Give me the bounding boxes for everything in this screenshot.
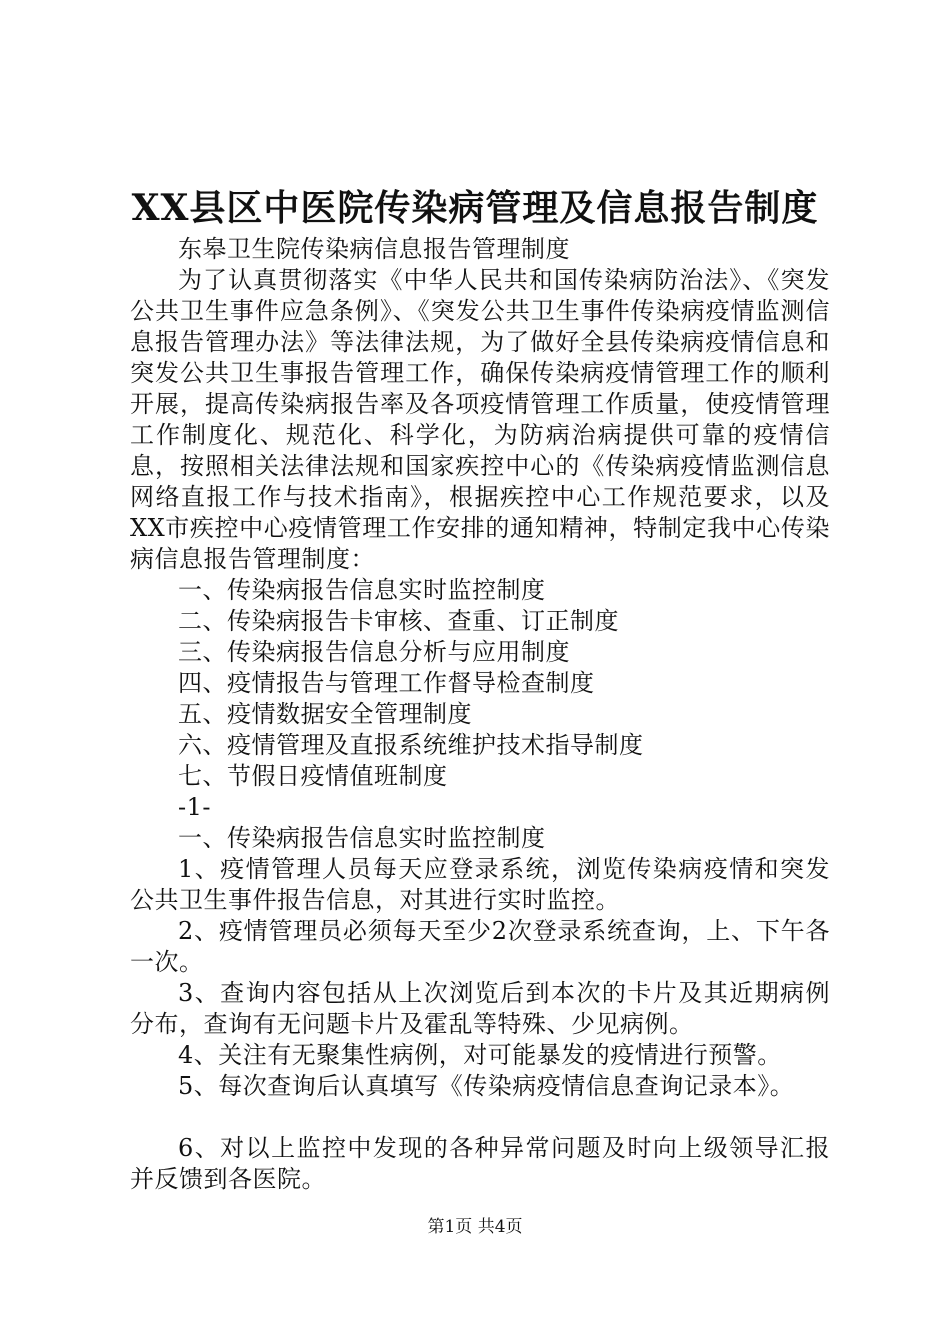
intro-paragraph: 为了认真贯彻落实《中华人民共和国传染病防治法》、《突发公共卫生事件应急条例》、《突发公共卫生事件传染病疫情监测信息报告管理办法》等法律法规，为了做好全县传染病疫情信息和突发公共卫生事报告管理工作，确保传染病疫情管理工作的顺利开展，提高传染病报告率及各项疫情管理工作质量，使疫情管理工作制度化、规范化、科学化，为防病治病提供可靠的疫情信息，按照相关法律法规和国家疾控中心的《传染病疫情监测信息网络直报工作与技术指南》，根据疾控中心工作规范要求，以及XX市疾控中心疫情管理工作安排的通知精神，特制定我中心传染病信息报告管理制度： <box>130 266 830 573</box>
section-item: 3、查询内容包括从上次浏览后到本次的卡片及其近期病例分布，查询有无问题卡片及霍乱等特殊、少见病例。 <box>130 979 830 1038</box>
section-item: 6、对以上监控中发现的各种异常问题及时向上级领导汇报并反馈到各医院。 <box>130 1134 830 1193</box>
section-heading: 一、传染病报告信息实时监控制度 <box>178 824 546 852</box>
page-marker: -1- <box>178 793 211 821</box>
document-title: XX县区中医院传染病管理及信息报告制度 <box>131 187 819 229</box>
document-body <box>130 234 830 1195</box>
blank-line <box>130 1102 830 1133</box>
page-footer: 第1页 共4页 <box>427 1217 523 1237</box>
toc-item: 六、疫情管理及直报系统维护技术指导制度 <box>178 731 644 759</box>
toc-item: 一、传染病报告信息实时监控制度 <box>178 576 546 604</box>
toc-item: 三、传染病报告信息分析与应用制度 <box>178 638 570 666</box>
section-item: 4、关注有无聚集性病例，对可能暴发的疫情进行预警。 <box>178 1041 782 1069</box>
section-item: 5、每次查询后认真填写《传染病疫情信息查询记录本》。 <box>178 1072 795 1100</box>
toc-item: 二、传染病报告卡审核、查重、订正制度 <box>178 607 619 635</box>
section-item: 1、疫情管理人员每天应登录系统，浏览传染病疫情和突发公共卫生事件报告信息，对其进行实时监控。 <box>130 855 830 914</box>
document-subtitle: 东皋卫生院传染病信息报告管理制度 <box>178 235 570 263</box>
toc-item: 四、疫情报告与管理工作督导检查制度 <box>178 669 595 697</box>
toc-item: 七、节假日疫情值班制度 <box>178 762 448 790</box>
toc-item: 五、疫情数据安全管理制度 <box>178 700 472 728</box>
section-item: 2、疫情管理员必须每天至少2次登录系统查询，上、下午各一次。 <box>130 917 830 976</box>
